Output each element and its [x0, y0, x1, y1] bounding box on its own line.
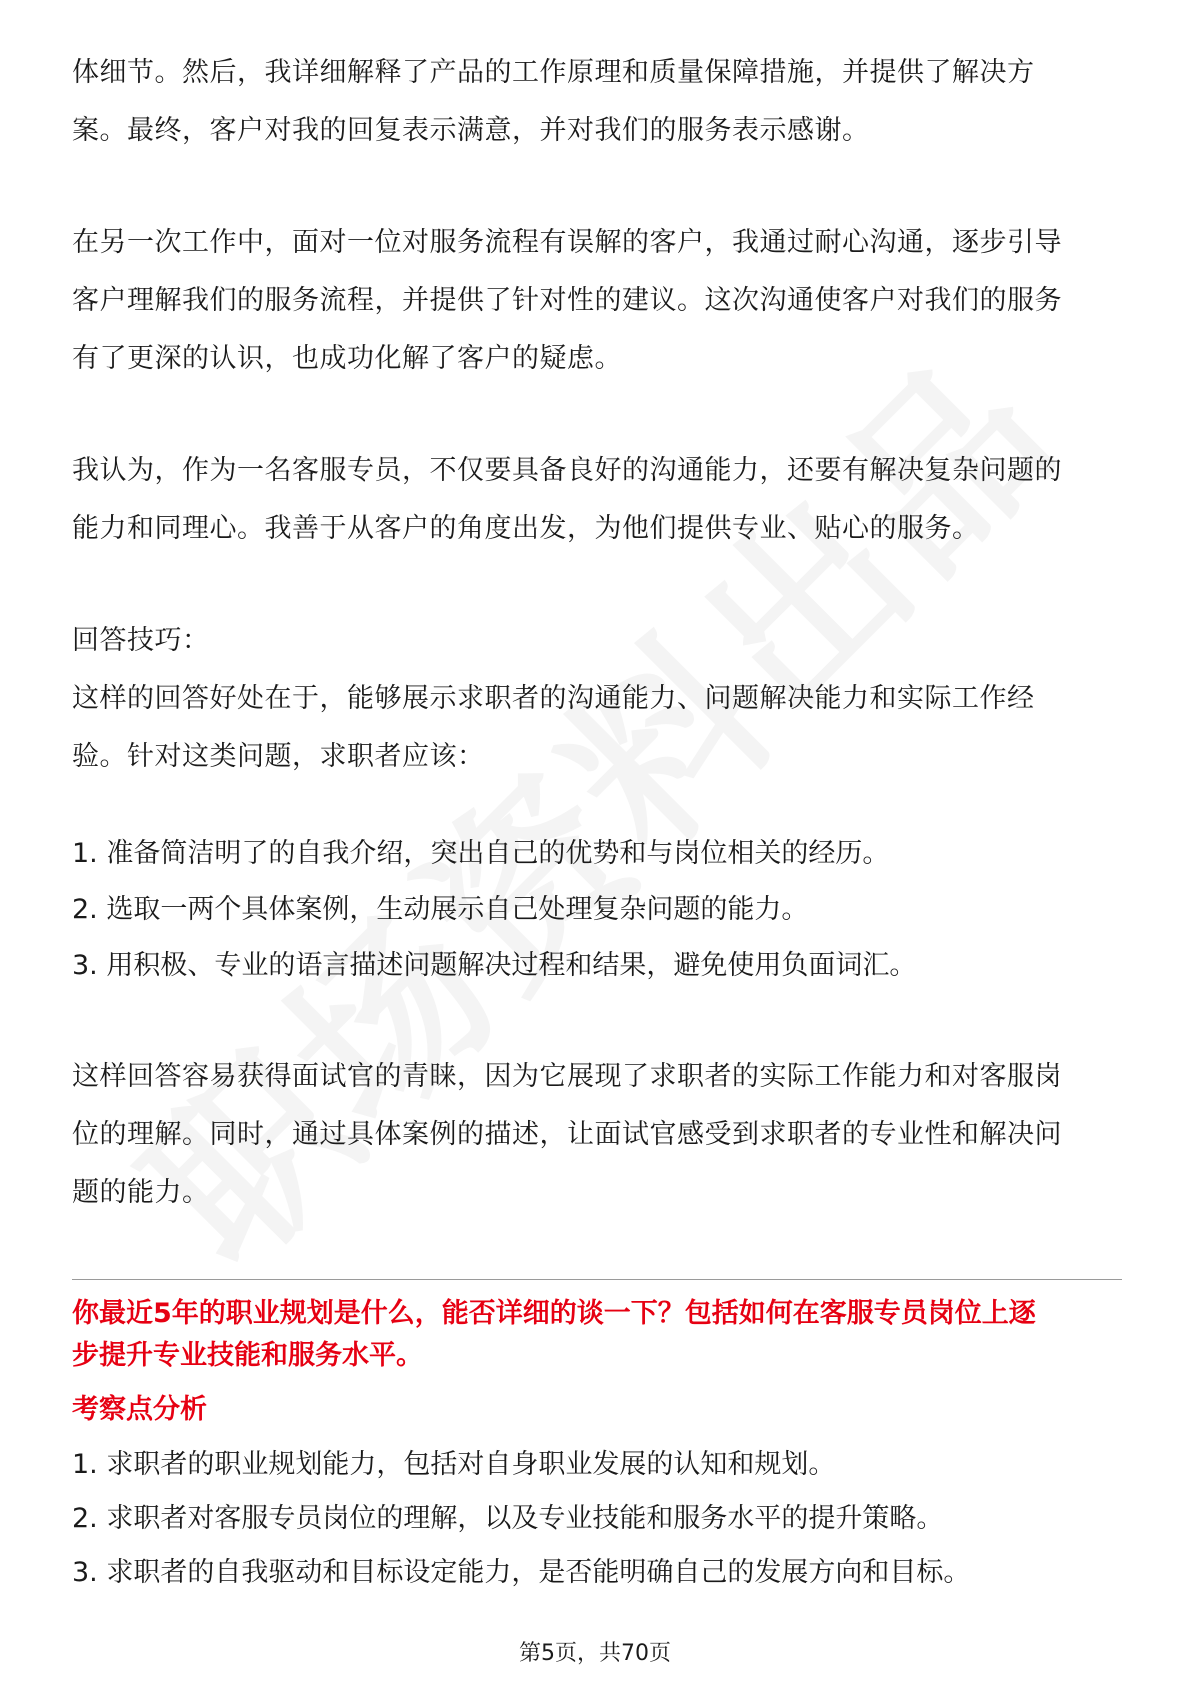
paragraph-line: 这样的回答好处在于，能够展示求职者的沟通能力、问题解决能力和实际工作经: [72, 683, 1035, 714]
paragraph-line: 客户理解我们的服务流程，并提供了针对性的建议。这次沟通使客户对我们的服务: [72, 285, 1062, 316]
tip-item: 2. 选取一两个具体案例，生动展示自己处理复杂问题的能力。: [72, 894, 809, 925]
paragraph-line: 题的能力。: [72, 1177, 210, 1208]
tip-item: 1. 准备简洁明了的自我介绍，突出自己的优势和与岗位相关的经历。: [72, 838, 890, 869]
paragraph-line: 体细节。然后，我详细解释了产品的工作原理和质量保障措施，并提供了解决方: [72, 57, 1035, 88]
page-number: 第5页，共70页: [519, 1641, 671, 1666]
question-line: 你最近5年的职业规划是什么，能否详细的谈一下？包括如何在客服专员岗位上逐: [72, 1298, 1036, 1329]
analysis-list: [72, 1438, 1122, 1600]
section-divider: [72, 1279, 1122, 1280]
paragraph-line: 有了更深的认识，也成功化解了客户的疑虑。: [72, 343, 622, 374]
analysis-item: 1. 求职者的职业规划能力，包括对自身职业发展的认知和规划。: [72, 1449, 836, 1480]
paragraph-line: 能力和同理心。我善于从客户的角度出发，为他们提供专业、贴心的服务。: [72, 513, 980, 544]
tips-label: 回答技巧：: [72, 625, 210, 656]
paragraph-line: 验。针对这类问题，求职者应该：: [72, 741, 485, 772]
paragraph-line: 在另一次工作中，面对一位对服务流程有误解的客户，我通过耐心沟通，逐步引导: [72, 227, 1062, 258]
question-line: 步提升专业技能和服务水平。: [72, 1340, 423, 1371]
interview-question: [72, 1293, 1122, 1377]
paragraph-line: 我认为，作为一名客服专员，不仅要具备良好的沟通能力，还要有解决复杂问题的: [72, 455, 1062, 486]
body-content: [72, 44, 1122, 1222]
paragraph-line: 案。最终，客户对我的回复表示满意，并对我们的服务表示感谢。: [72, 115, 870, 146]
analysis-item: 3. 求职者的自我驱动和目标设定能力，是否能明确自己的发展方向和目标。: [72, 1557, 971, 1588]
paragraph-line: 位的理解。同时，通过具体案例的描述，让面试官感受到求职者的专业性和解决问: [72, 1119, 1062, 1150]
tip-item: 3. 用积极、专业的语言描述问题解决过程和结果，避免使用负面词汇。: [72, 950, 917, 981]
analysis-item: 2. 求职者对客服专员岗位的理解，以及专业技能和服务水平的提升策略。: [72, 1503, 944, 1534]
paragraph-line: 这样回答容易获得面试官的青睐，因为它展现了求职者的实际工作能力和对客服岗: [72, 1061, 1062, 1092]
analysis-heading: 考察点分析: [72, 1394, 207, 1425]
